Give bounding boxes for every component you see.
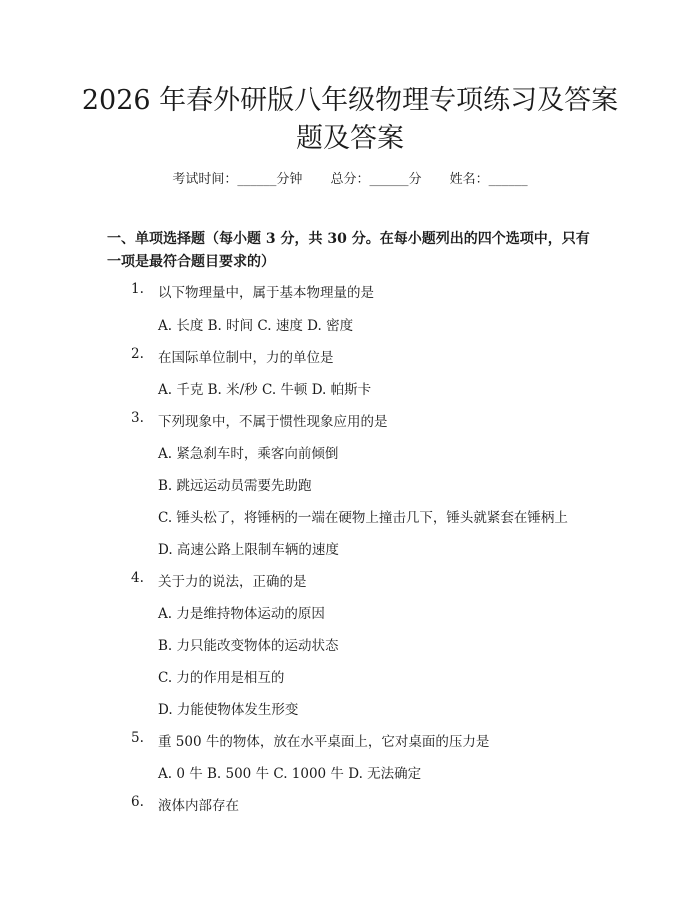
question-number: 5.	[131, 730, 144, 746]
question-1-options: A. 长度 B. 时间 C. 速度 D. 密度	[158, 318, 354, 334]
title-line-1: 2026 年春外研版八年级物理专项练习及答案	[81, 85, 619, 116]
question-3-option-b: B. 跳远运动员需要先助跑	[158, 478, 312, 494]
question-4-option-c: C. 力的作用是相互的	[158, 670, 285, 686]
question-number: 2.	[131, 346, 144, 362]
question-5-options: A. 0 牛 B. 500 牛 C. 1000 牛 D. 无法确定	[158, 766, 422, 782]
exam-time: 考试时间：______分钟	[172, 172, 303, 187]
question-3-option-a: A. 紧急刹车时，乘客向前倾倒	[158, 446, 339, 462]
question-number: 1.	[131, 281, 144, 297]
question-4-option-d: D. 力能使物体发生形变	[158, 702, 299, 718]
question-4-option-a: A. 力是维持物体运动的原因	[158, 606, 325, 622]
question-6-text: 液体内部存在	[158, 798, 239, 814]
question-1-text: 以下物理量中，属于基本物理量的是	[158, 285, 374, 301]
title-line-2: 题及答案	[296, 123, 404, 154]
document-title	[60, 82, 640, 158]
question-3-option-d: D. 高速公路上限制车辆的速度	[158, 542, 339, 558]
question-4-text: 关于力的说法，正确的是	[158, 574, 307, 590]
question-4-option-b: B. 力只能改变物体的运动状态	[158, 638, 339, 654]
question-number: 3.	[131, 410, 144, 426]
question-number: 6.	[131, 794, 144, 810]
question-2-text: 在国际单位制中，力的单位是	[158, 350, 334, 366]
total-score: 总分：______分	[330, 172, 422, 187]
student-name: 姓名：______	[449, 172, 528, 187]
question-3-option-c: C. 锤头松了，将锤柄的一端在硬物上撞击几下，锤头就紧套在锤柄上	[158, 510, 568, 526]
section-heading-1: 一、单项选择题（每小题 3 分，共 30 分。在每小题列出的四个选项中，只有一项是最符合题目要求的）	[107, 231, 590, 270]
question-3-text: 下列现象中，不属于惯性现象应用的是	[158, 414, 388, 430]
question-5-text: 重 500 牛的物体，放在水平桌面上，它对桌面的压力是	[158, 734, 490, 750]
exam-info	[0, 168, 700, 187]
question-2-options: A. 千克 B. 米/秒 C. 牛顿 D. 帕斯卡	[158, 382, 372, 398]
question-number: 4.	[131, 570, 144, 586]
